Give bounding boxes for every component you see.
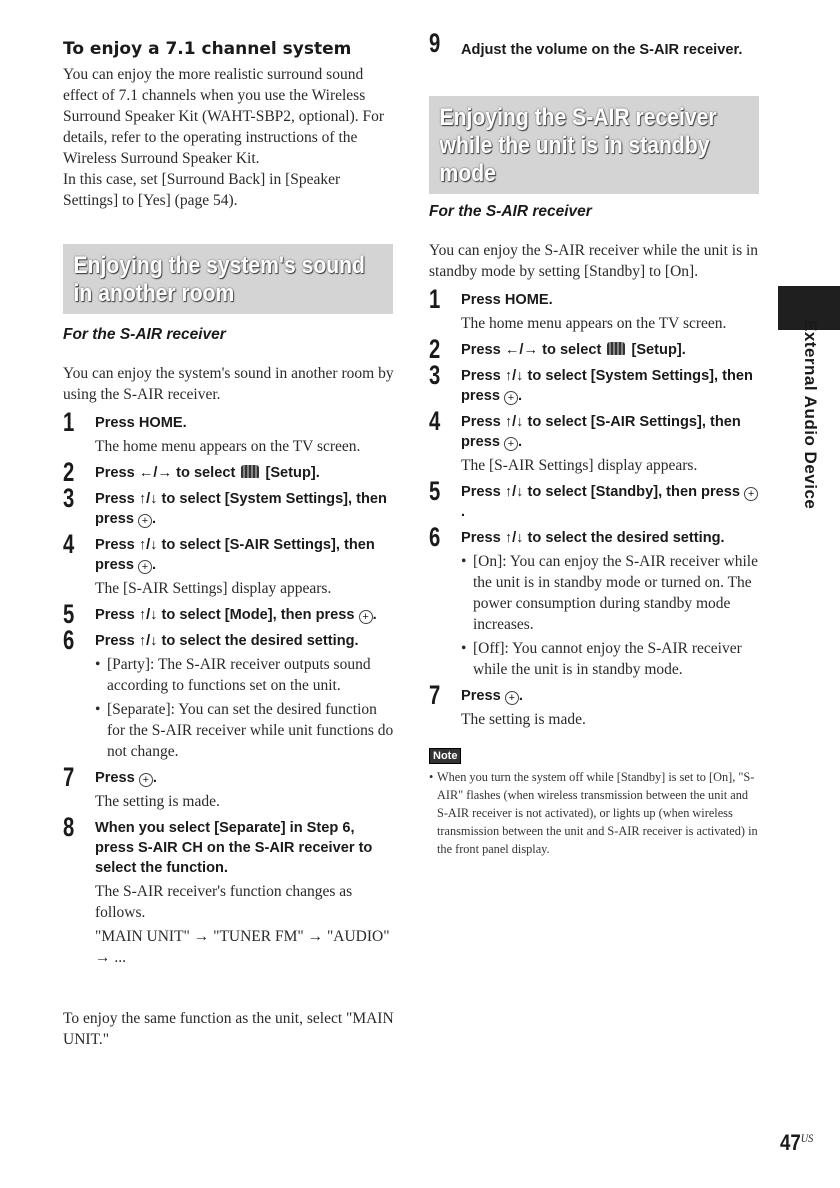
note-badge: Note (429, 748, 461, 764)
step-heading: Press ↑/↓ to select [System Settings], then press + . (95, 491, 387, 527)
step-heading: Press HOME. (95, 415, 187, 431)
step-number: 1 (63, 407, 75, 437)
step-number: 5 (63, 599, 75, 629)
setup-toolbox-icon (607, 342, 625, 355)
step-heading-b: [Setup]. (265, 465, 320, 481)
step-heading: Press ↑/↓ to select [Standby], then press +. (461, 482, 759, 522)
step-6 (429, 522, 759, 680)
section-banner-standby: Enjoying the S-AIR receiver while the unit is in standby mode (429, 96, 759, 194)
step-heading: Press ↑/↓ to select the desired setting. (95, 633, 359, 649)
for-receiver-label: For the S-AIR receiver (63, 326, 226, 343)
step-description: The setting is made. (461, 711, 586, 728)
right-column (429, 28, 759, 858)
step-heading-text: Press (461, 688, 501, 704)
step-5 (429, 476, 759, 522)
step-heading-text: Press (95, 770, 135, 786)
enter-circle-icon: + (504, 391, 518, 405)
function-sequence: "MAIN UNIT" → "TUNER FM" → "AUDIO" → ... (95, 928, 390, 966)
enter-circle-icon: + (359, 610, 373, 624)
step-4 (63, 529, 395, 599)
page-number-value: 47 (780, 1130, 801, 1155)
step-heading: When you select [Separate] in Step 6, press S-AIR CH on the S-AIR receiver to select the function. (95, 820, 373, 876)
step-heading-a: Press ←/→ to select (461, 342, 602, 358)
step-5 (63, 599, 395, 629)
step-1 (429, 284, 759, 334)
intro-text: You can enjoy the S-AIR receiver while the unit is in standby mode by setting [Standby] to [On]. (429, 242, 759, 280)
step-number: 3 (429, 360, 441, 390)
step-heading: Press + . (461, 688, 523, 704)
step-number: 7 (429, 680, 441, 710)
step-description: The home menu appears on the TV screen. (95, 438, 361, 455)
step-7 (429, 680, 759, 730)
step-number: 2 (429, 334, 441, 364)
step-number: 6 (429, 522, 441, 552)
step-heading: Press + . (95, 770, 157, 786)
step-description: The setting is made. (95, 793, 220, 810)
step-heading-text: Press ↑/↓ to select [S-AIR Settings], then press (95, 537, 375, 573)
step-heading-b: [Setup]. (631, 342, 686, 358)
section-tab-label: External Audio Device (801, 320, 820, 510)
step-description: The S-AIR receiver's function changes as follows. (95, 883, 353, 921)
step-heading (461, 340, 759, 360)
step-number: 1 (429, 284, 441, 314)
step-number: 8 (63, 812, 75, 842)
step-8 (63, 812, 395, 968)
step-description: The home menu appears on the TV screen. (461, 315, 727, 332)
for-receiver-label: For the S-AIR receiver (429, 203, 592, 220)
enter-circle-icon: + (138, 560, 152, 574)
page-number (780, 1130, 813, 1156)
step-description: The [S-AIR Settings] display appears. (95, 580, 332, 597)
step-heading-text: Press ↑/↓ to select [Mode], then press (95, 607, 355, 623)
step-heading-text: Press ↑/↓ to select [System Settings], then press (461, 368, 753, 404)
step-heading: Press ↑/↓ to select the desired setting. (461, 530, 725, 546)
enter-circle-icon: + (744, 487, 758, 501)
step-number: 3 (63, 483, 75, 513)
step-1 (63, 407, 395, 457)
option-separate: • [Separate]: You can set the desired function for the S-AIR receiver while unit functions do not change. (95, 699, 395, 762)
step-heading-text: Press ↑/↓ to select [System Settings], then press (95, 491, 387, 527)
enter-circle-icon: + (139, 773, 153, 787)
banner-wrap (63, 244, 393, 314)
step-number: 2 (63, 457, 75, 487)
enter-circle-icon: + (138, 514, 152, 528)
option-party: • [Party]: The S-AIR receiver outputs sound according to functions set on the unit. (95, 654, 395, 696)
step-heading: Press HOME. (461, 292, 553, 308)
option-off: • [Off]: You cannot enjoy the S-AIR receiver while the unit is in standby mode. (461, 638, 759, 680)
step-heading-text: Press ↑/↓ to select [S-AIR Settings], then press (461, 414, 741, 450)
step-heading: Press ↑/↓ to select [Mode], then press + . (95, 607, 377, 623)
step-heading-text: Press ↑/↓ to select [Standby], then press (461, 484, 740, 500)
step-4 (429, 406, 759, 476)
step-number: 4 (429, 406, 441, 436)
left-column (63, 38, 395, 1050)
step-heading: Press ↑/↓ to select [S-AIR Settings], then press + . (95, 537, 375, 573)
page-region-suffix: US (800, 1131, 814, 1145)
note-block (429, 746, 759, 858)
step-number: 7 (63, 762, 75, 792)
option-on: • [On]: You can enjoy the S-AIR receiver while the unit is in standby mode or turned on. The power consumption during standby mode increases. (461, 551, 759, 635)
intro-71-text: You can enjoy the more realistic surround sound effect of 7.1 channels when you use the Wireless Surround Speaker Kit (WAHT-SBP2, optional). For details, refer to the operating instructions of the Wireless Surround Speaker Kit. (63, 66, 385, 167)
enter-circle-icon: + (505, 691, 519, 705)
section-heading-71: To enjoy a 7.1 channel system (63, 39, 352, 59)
note-text: • When you turn the system off while [Standby] is set to [On], "S-AIR" flashes (when wireless transmission between the unit and S-AIR receiver is not activated), or lights up (when wireless transmission between the unit and S-AIR receiver is activated) in the front panel display. (429, 768, 759, 858)
enter-circle-icon: + (504, 437, 518, 451)
step-heading-a: Press ←/→ to select (95, 465, 236, 481)
step-7 (63, 762, 395, 812)
step-heading (95, 463, 395, 483)
step-3 (429, 360, 759, 406)
banner-wrap (429, 96, 759, 194)
step-number: 5 (429, 476, 441, 506)
step-2 (63, 457, 395, 487)
step-9 (429, 28, 759, 60)
step-6 (63, 625, 395, 762)
step-number: 9 (429, 28, 441, 58)
step-3 (63, 483, 395, 529)
step-number: 4 (63, 529, 75, 559)
setup-toolbox-icon (241, 465, 259, 478)
footer-text: To enjoy the same function as the unit, select "MAIN UNIT." (63, 1010, 394, 1048)
step-heading: Adjust the volume on the S-AIR receiver. (461, 42, 743, 58)
section-banner-another-room: Enjoying the system's sound in another room (63, 244, 393, 314)
step-heading: Press ↑/↓ to select [System Settings], then press + . (461, 368, 753, 404)
intro-text: You can enjoy the system's sound in another room by using the S-AIR receiver. (63, 365, 394, 403)
step-description: The [S-AIR Settings] display appears. (461, 457, 698, 474)
step-number: 6 (63, 625, 75, 655)
intro-71-text-b: In this case, set [Surround Back] in [Speaker Settings] to [Yes] (page 54). (63, 171, 341, 209)
step-2 (429, 334, 759, 364)
step-heading: Press ↑/↓ to select [S-AIR Settings], then press + . (461, 414, 741, 450)
